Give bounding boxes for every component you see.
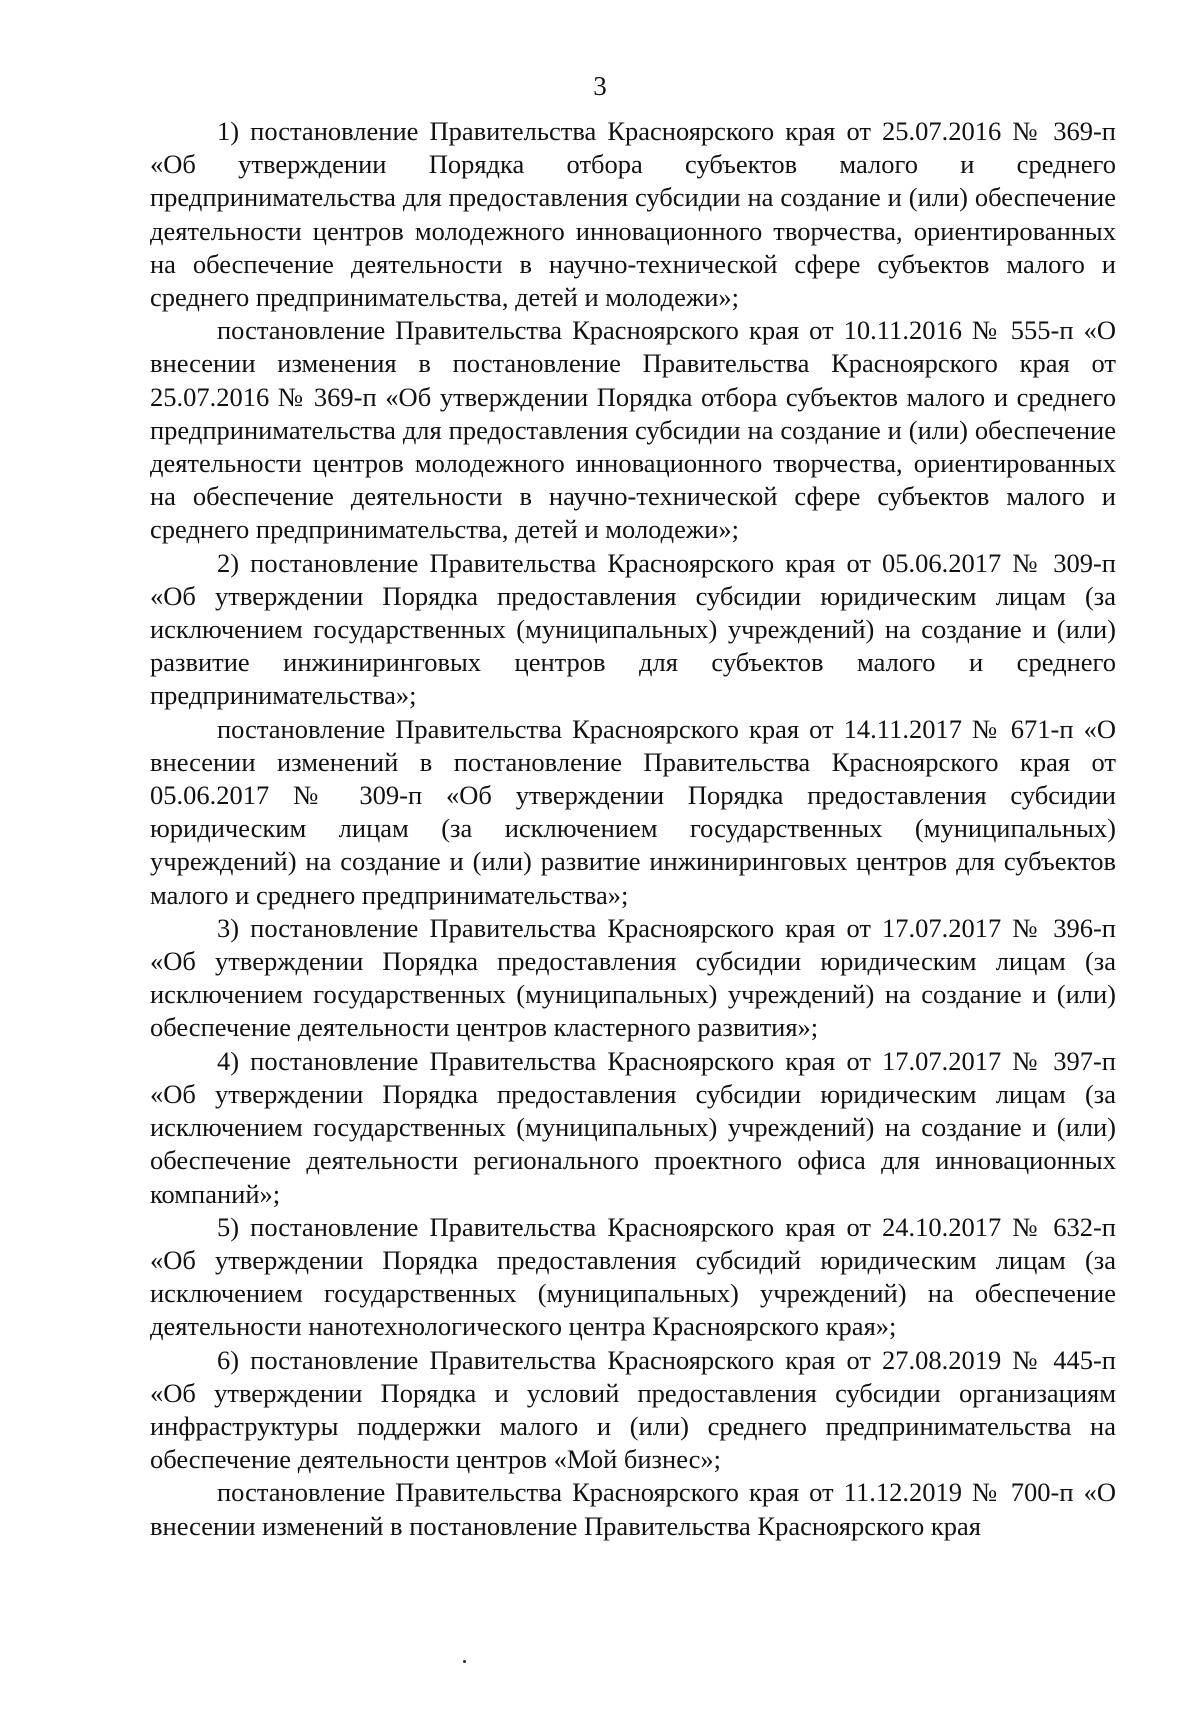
list-item-4-resolution-397: 4) постановление Правительства Красноярского края от 17.07.2017 № 397-п «Об утверждении Порядка предоставления субсидии юридическим лицам (за исключением государственных (муниципальных) учреждений) на создание и (или) обеспечение деятельности регионального проектного офиса для инновационных компаний»;	[150, 1045, 1116, 1209]
list-item-2-resolution-309: 2) постановление Правительства Красноярского края от 05.06.2017 № 309-п «Об утверждении Порядка предоставления субсидии юридическим лицам (за исключением государственных (муниципальных) учреждений) на создание и (или) развитие инжиниринговых центров для субъектов малого и среднего предпринимательства»;	[150, 547, 1116, 711]
scan-speck	[463, 1660, 466, 1663]
amendment-resolution-555: постановление Правительства Красноярского края от 10.11.2016 № 555-п «О внесении изменения в постановление Правительства Красноярского края от 25.07.2016 № 369-п «Об утверждении Порядка отбора субъектов малого и среднего предпринимательства для предоставления субсидии на создание и (или) обеспечение деятельности центров молодежного инновационного творчества, ориентированных на обеспечение деятельности в научно-технической сфере субъектов малого и среднего предпринимательства, детей и молодежи»;	[150, 315, 1116, 545]
amendment-resolution-671: постановление Правительства Красноярского края от 14.11.2017 № 671-п «О внесении изменений в постановление Правительства Красноярского края от 05.06.2017 № 309-п «Об утверждении Порядка предоставления субсидии юридическим лицам (за исключением государственных (муниципальных) учреждений) на создание и (или) развитие инжиниринговых центров для субъектов малого и среднего предпринимательства»;	[150, 713, 1116, 910]
amendment-resolution-700: постановление Правительства Красноярского края от 11.12.2019 № 700-п «О внесении изменений в постановление Правительства Красноярского края	[150, 1477, 1116, 1541]
document-body	[150, 115, 1116, 1543]
list-item-5-resolution-632: 5) постановление Правительства Красноярского края от 24.10.2017 № 632-п «Об утверждении Порядка предоставления субсидий юридическим лицам (за исключением государственных (муниципальных) учреждений) на обеспечение деятельности нанотехнологического центра Красноярского края»;	[150, 1211, 1116, 1342]
list-item-1-resolution-369: 1) постановление Правительства Красноярского края от 25.07.2016 № 369-п «Об утверждении Порядка отбора субъектов малого и среднего предпринимательства для предоставления субсидии на создание и (или) обеспечение деятельности центров молодежного инновационного творчества, ориентированных на обеспечение деятельности в научно-технической сфере субъектов малого и среднего предпринимательства, детей и молодежи»;	[150, 116, 1116, 313]
list-item-6-resolution-445: 6) постановление Правительства Красноярского края от 27.08.2019 № 445-п «Об утверждении Порядка и условий предоставления субсидии организациям инфраструктуры поддержки малого и (или) среднего предпринимательства на обеспечение деятельности центров «Мой бизнес»;	[150, 1344, 1116, 1475]
page-number: 3	[593, 71, 607, 101]
list-item-3-resolution-396: 3) постановление Правительства Красноярского края от 17.07.2017 № 396-п «Об утверждении Порядка предоставления субсидии юридическим лицам (за исключением государственных (муниципальных) учреждений) на создание и (или) обеспечение деятельности центров кластерного развития»;	[150, 912, 1116, 1043]
